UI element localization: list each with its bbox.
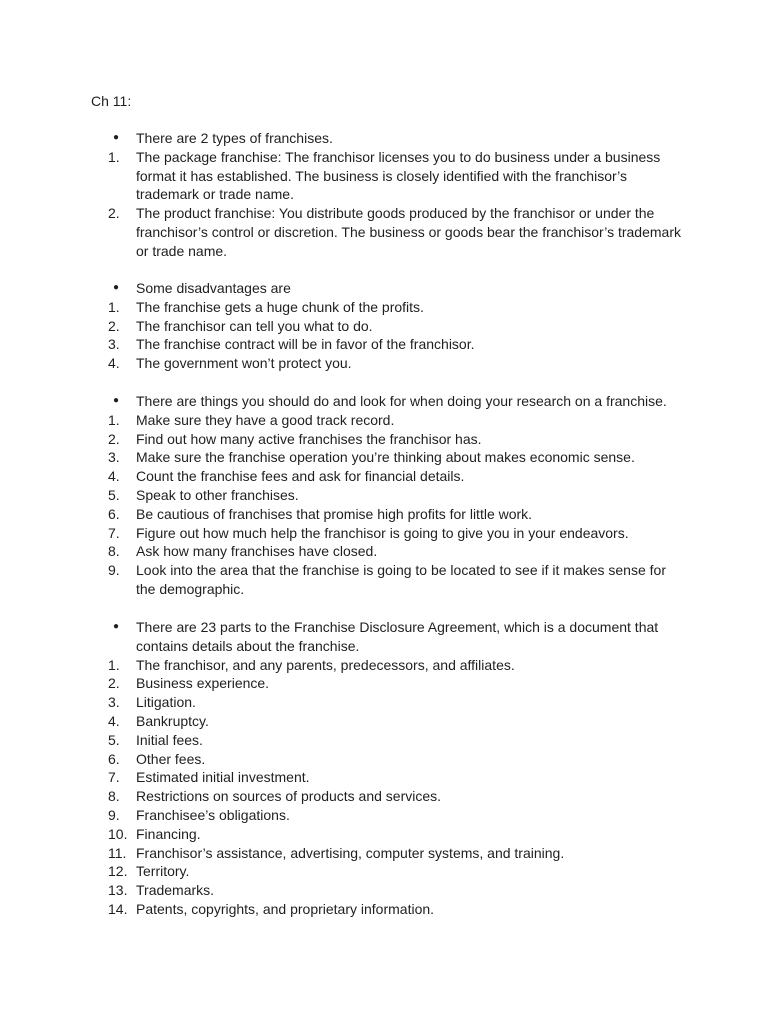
list-item-text: The franchise gets a huge chunk of the profits.: [136, 298, 424, 315]
list-number: 2.: [108, 675, 120, 692]
list-item-text: Restrictions on sources of products and services.: [136, 788, 442, 805]
list-item: [0, 524, 768, 543]
list-number: 1.: [108, 148, 120, 165]
list-item: [0, 354, 768, 373]
list-number: 2.: [108, 205, 120, 222]
list-number: 6.: [108, 505, 120, 522]
list-item-text: Count the franchise fees and ask for financial details.: [136, 468, 465, 485]
list-item: [0, 768, 768, 787]
list-item: [0, 750, 768, 769]
list-number: 4.: [108, 355, 120, 372]
list-item: [0, 411, 768, 430]
list-item-text: Trademarks.: [136, 882, 215, 899]
list-item-text: Make sure the franchise operation you’re thinking about makes economic sense.: [136, 449, 635, 466]
list-item: [0, 204, 768, 260]
list-item: [0, 505, 768, 524]
list-item-text: Make sure they have a good track record.: [136, 411, 395, 428]
list-item-text: Financing.: [136, 825, 201, 842]
list-number: 3.: [108, 336, 120, 353]
list-item-text: Territory.: [136, 863, 190, 880]
list-item: [0, 693, 768, 712]
list-item: [0, 448, 768, 467]
section-intro: [0, 279, 768, 298]
list-item: [0, 430, 768, 449]
list-number: 7.: [108, 769, 120, 786]
section-intro-text: There are 2 types of franchises.: [136, 130, 333, 146]
list-item-text: The package franchise: The franchisor licenses you to do business under a business format it has established. The business is closely identified with the franchisor’s trademark or trade name.: [136, 148, 661, 203]
list-item-text: The government won’t protect you.: [136, 355, 352, 372]
list-number: 2.: [108, 430, 120, 447]
list-item: [0, 467, 768, 486]
section-disadvantages: [0, 279, 768, 373]
list-number: 9.: [108, 562, 120, 579]
list-number: 7.: [108, 524, 120, 541]
list-item: [0, 486, 768, 505]
list-number: 6.: [108, 750, 120, 767]
list-number: 2.: [108, 317, 120, 334]
list-item: [0, 844, 768, 863]
list-number: 1.: [108, 656, 120, 673]
list-item: [0, 712, 768, 731]
list-number: 3.: [108, 694, 120, 711]
section-intro-text: There are things you should do and look for when doing your research on a franchise.: [136, 393, 667, 409]
list-item: [0, 881, 768, 900]
bullet-icon: ●: [113, 282, 120, 293]
list-number: 10.: [108, 825, 128, 842]
chapter-heading: Ch 11:: [91, 93, 132, 109]
list-item: [0, 787, 768, 806]
list-item-text: Litigation.: [136, 694, 196, 711]
list-item: [0, 561, 768, 599]
section-disclosure-parts: [0, 618, 768, 919]
list-number: 8.: [108, 543, 120, 560]
section-intro-text: Some disadvantages are: [136, 280, 291, 296]
section-intro-text: There are 23 parts to the Franchise Disclosure Agreement, which is a document that contains details about the franchise.: [136, 619, 659, 654]
list-number: 12.: [108, 863, 128, 880]
list-item-text: Figure out how much help the franchisor is going to give you in your endeavors.: [136, 524, 629, 541]
list-item: [0, 542, 768, 561]
list-item-text: Patents, copyrights, and proprietary information.: [136, 900, 435, 917]
list-item: [0, 825, 768, 844]
list-item: [0, 674, 768, 693]
bullet-icon: ●: [113, 132, 120, 143]
list-item-text: Be cautious of franchises that promise high profits for little work.: [136, 505, 533, 522]
list-item-text: Franchisee’s obligations.: [136, 806, 290, 823]
list-number: 1.: [108, 411, 120, 428]
list-number: 1.: [108, 298, 120, 315]
list-item: [0, 656, 768, 675]
list-item: [0, 806, 768, 825]
list-item: [0, 317, 768, 336]
list-item-text: Other fees.: [136, 750, 206, 767]
list-number: 4.: [108, 712, 120, 729]
section-research-tips: [0, 392, 768, 599]
bullet-icon: ●: [113, 395, 120, 406]
list-item-text: Franchisor’s assistance, advertising, computer systems, and training.: [136, 844, 565, 861]
list-item-text: Look into the area that the franchise is going to be located to see if it makes sense for the demographic.: [136, 562, 666, 597]
list-item: [0, 148, 768, 204]
list-item-text: Find out how many active franchises the franchisor has.: [136, 430, 482, 447]
list-item: [0, 298, 768, 317]
list-number: 9.: [108, 806, 120, 823]
section-intro: [0, 618, 768, 656]
list-item: [0, 335, 768, 354]
list-number: 4.: [108, 468, 120, 485]
list-item-text: The product franchise: You distribute goods produced by the franchisor or under the franchisor’s control or discretion. The business or goods bear the franchisor’s trademark or trade name.: [136, 205, 681, 259]
list-item-text: Speak to other franchises.: [136, 486, 299, 503]
list-item-text: The franchisor can tell you what to do.: [136, 317, 373, 334]
bullet-icon: ●: [113, 621, 120, 632]
section-intro: [0, 392, 768, 411]
list-item-text: Estimated initial investment.: [136, 769, 310, 786]
list-item-text: Bankruptcy.: [136, 712, 209, 729]
list-number: 3.: [108, 449, 120, 466]
list-item-text: Initial fees.: [136, 731, 203, 748]
list-item-text: The franchisor, and any parents, predecessors, and affiliates.: [136, 656, 515, 673]
section-intro: [0, 129, 768, 148]
list-item: [0, 862, 768, 881]
list-item: [0, 731, 768, 750]
list-number: 11.: [108, 844, 127, 861]
list-number: 5.: [108, 486, 120, 503]
list-number: 13.: [108, 882, 128, 899]
list-number: 8.: [108, 788, 120, 805]
list-item-text: The franchise contract will be in favor of the franchisor.: [136, 336, 475, 353]
list-number: 5.: [108, 731, 120, 748]
list-item-text: Ask how many franchises have closed.: [136, 543, 378, 560]
list-item: [0, 900, 768, 919]
section-franchise-types: [0, 129, 768, 261]
list-item-text: Business experience.: [136, 675, 270, 692]
list-number: 14.: [108, 900, 128, 917]
